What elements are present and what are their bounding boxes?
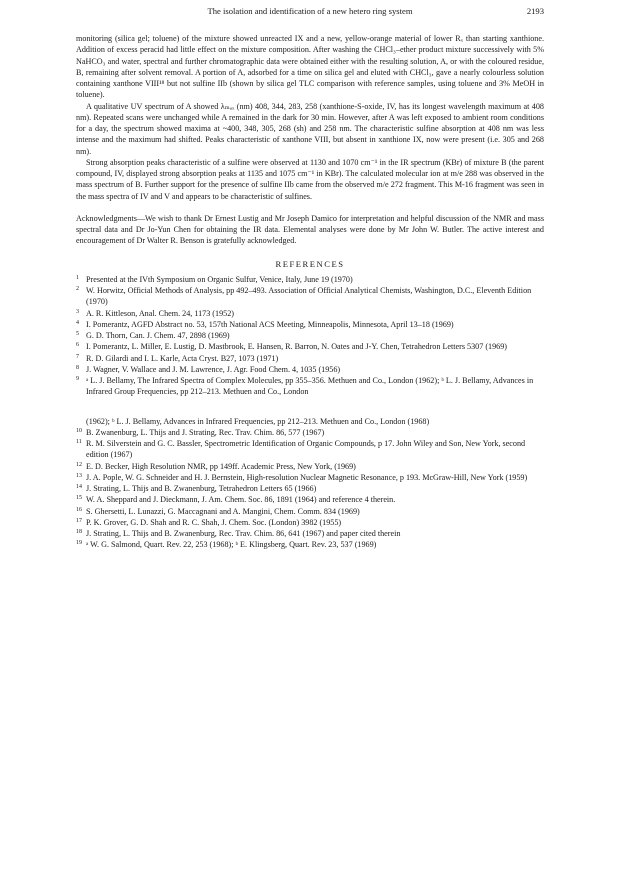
reference-item: 2 W. Horwitz, Official Methods of Analysis, pp 492–493. Association of Official Analytical Chemists, Washington, D.C., Eleventh Edition (1970) bbox=[76, 286, 532, 307]
running-header bbox=[76, 6, 544, 18]
reference-item: 8 J. Wagner, V. Wallace and J. M. Lawrence, J. Agr. Food Chem. 4, 1035 (1956) bbox=[76, 364, 341, 374]
page-number: 2193 bbox=[526, 6, 544, 16]
reference-item: 5 G. D. Thorn, Can. J. Chem. 47, 2898 (1969) bbox=[76, 331, 230, 340]
reference-continuation: (1962); ᵇ L. J. Bellamy, Advances in Infrared Frequencies, pp 212–213. Methuen and Co., London (1968) bbox=[86, 416, 430, 426]
reference-item: 15 W. A. Sheppard and J. Dieckmann, J. Am. Chem. Soc. 86, 1891 (1964) and reference 4 therein. bbox=[76, 495, 396, 505]
article-body bbox=[76, 33, 544, 551]
reference-item: 14 J. Strating, L. Thijs and B. Zwanenburg, Tetrahedron Letters 65 (1966) bbox=[76, 484, 317, 493]
references-heading: REFERENCES bbox=[275, 258, 345, 269]
running-title: The isolation and identification of a new hetero ring system bbox=[207, 6, 413, 16]
reference-item: 12 E. D. Becker, High Resolution NMR, pp 149ff. Academic Press, New York, (1969) bbox=[76, 461, 356, 471]
reference-item: 11 R. M. Silverstein and G. C. Bassler, Spectrometric Identification of Organic Compounds, p 17. John Wiley and Son, New York, second edition (1967) bbox=[76, 439, 526, 460]
reference-item: 7 R. D. Gilardi and I. L. Karle, Acta Cryst. B27, 1073 (1971) bbox=[76, 353, 279, 363]
references-list bbox=[76, 274, 544, 551]
reference-item: 18 J. Strating, L. Thijs and B. Zwanenburg, Rec. Trav. Chim. 86, 641 (1967) and paper cited therein bbox=[76, 529, 401, 538]
reference-item: 3 A. R. Kittleson, Anal. Chem. 24, 1173 (1952) bbox=[76, 308, 234, 318]
reference-item: 13 J. A. Pople, W. G. Schneider and H. J. Bernstein, High-resolution Nuclear Magnetic Resonance, p 193. McGraw-Hill, New York (1959) bbox=[76, 472, 528, 482]
reference-item: 1 Presented at the IVth Symposium on Organic Sulfur, Venice, Italy, June 19 (1970) bbox=[76, 274, 353, 284]
reference-item: 10 B. Zwanenburg, L. Thijs and J. Strating, Rec. Trav. Chim. 86, 577 (1967) bbox=[76, 427, 325, 437]
reference-item: 19 ᵃ W. G. Salmond, Quart. Rev. 22, 253 (1968); ᵇ E. Klingsberg, Quart. Rev. 23, 537 (1969) bbox=[76, 540, 377, 550]
reference-item: 16 S. Ghersetti, L. Lunazzi, G. Maccagnani and A. Mangini, Chem. Comm. 834 (1969) bbox=[76, 506, 360, 516]
paragraph-monitoring: monitoring (silica gel; toluene) of the mixture showed unreacted IX and a new, yellow-orange material of lower Rₓ than starting xanthione. Addition of excess peracid had little effect on the mixture composition. After washing the CHCl₃–ether product mixture successively with 5% NaHCO₃ and water, spectral and further chromatographic data were obtained either with the resulting solution, A, or with the coloured residue, B, remaining after solvent removal. A portion of A, adsorbed for a time on silica gel and eluted with CHCl₃, gave a nearly colourless solution containing xanthone VIII¹⁸ but not sulfine IIb (shown by silica gel TLC comparison with reference samples, using toluene and 3% MeOH in toluene). bbox=[76, 34, 544, 100]
reference-item: 17 P. K. Grover, G. D. Shah and R. C. Shah, J. Chem. Soc. (London) 3982 (1955) bbox=[76, 517, 342, 527]
paragraph-ir-spectrum: Strong absorption peaks characteristic of a sulfine were observed at 1130 and 1070 cm⁻¹ in the IR spectrum (KBr) of mixture B (the parent compound, IV, displayed strong absorption peaks at 1135 and 1075 cm⁻¹ in KBr). The calculated molecular ion at m/e 288 was observed in the mass spectrum of B. Further support for the presence of sulfine IIb came from the observed m/e 272 fragment. This M-16 fragment was seen in the mass spectra of IV and V and appears to be characteristic of sulfines. bbox=[76, 157, 544, 201]
acknowledgments: Acknowledgments—We wish to thank Dr Ernest Lustig and Mr Joseph Damico for interpretation and helpful discussion of the NMR and mass spectral data and Dr Jo-Yun Chen for obtaining the IR data. Elemental analyses were done by Mr John W. Butler. The active interest and encouragement of Dr Walter R. Benson is gratefully acknowledged. bbox=[76, 213, 544, 246]
reference-item: 9 ᵃ L. J. Bellamy, The Infrared Spectra of Complex Molecules, pp 355–356. Methuen and Co., London (1962); ᵇ L. J. Bellamy, Advances in Infrared Group Frequencies, pp 212–213. Methuen and Co., London bbox=[76, 376, 534, 397]
reference-item: 6 I. Pomerantz, L. Miller, E. Lustig, D. Mastbrook, E. Hansen, R. Barron, N. Oates and J-Y. Chen, Tetrahedron Letters 5307 (1969) bbox=[76, 342, 507, 352]
reference-item: 4 I. Pomerantz, AGFD Abstract no. 53, 157th National ACS Meeting, Minneapolis, Minnesota, April 13–18 (1969) bbox=[76, 319, 454, 329]
paragraph-uv-spectrum: A qualitative UV spectrum of A showed λₘₐₓ (nm) 408, 344, 283, 258 (xanthione-S-oxide, IV, has its longest wavelength maximum at 408 nm). Repeated scans were unchanged while A remained in the dark for 30 min. However, after A was left exposed to ambient room conditions for a day, the spectrum showed maxima at ~400, 348, 305, 268 (sh) and 258 nm. The characteristic sulfine absorption at 408 nm was less intense and the maximum had shifted. Peaks characteristic of xanthone VIII, but absent in xanthione IX, now were present (i.e. 305 and 268 nm). bbox=[76, 101, 544, 156]
